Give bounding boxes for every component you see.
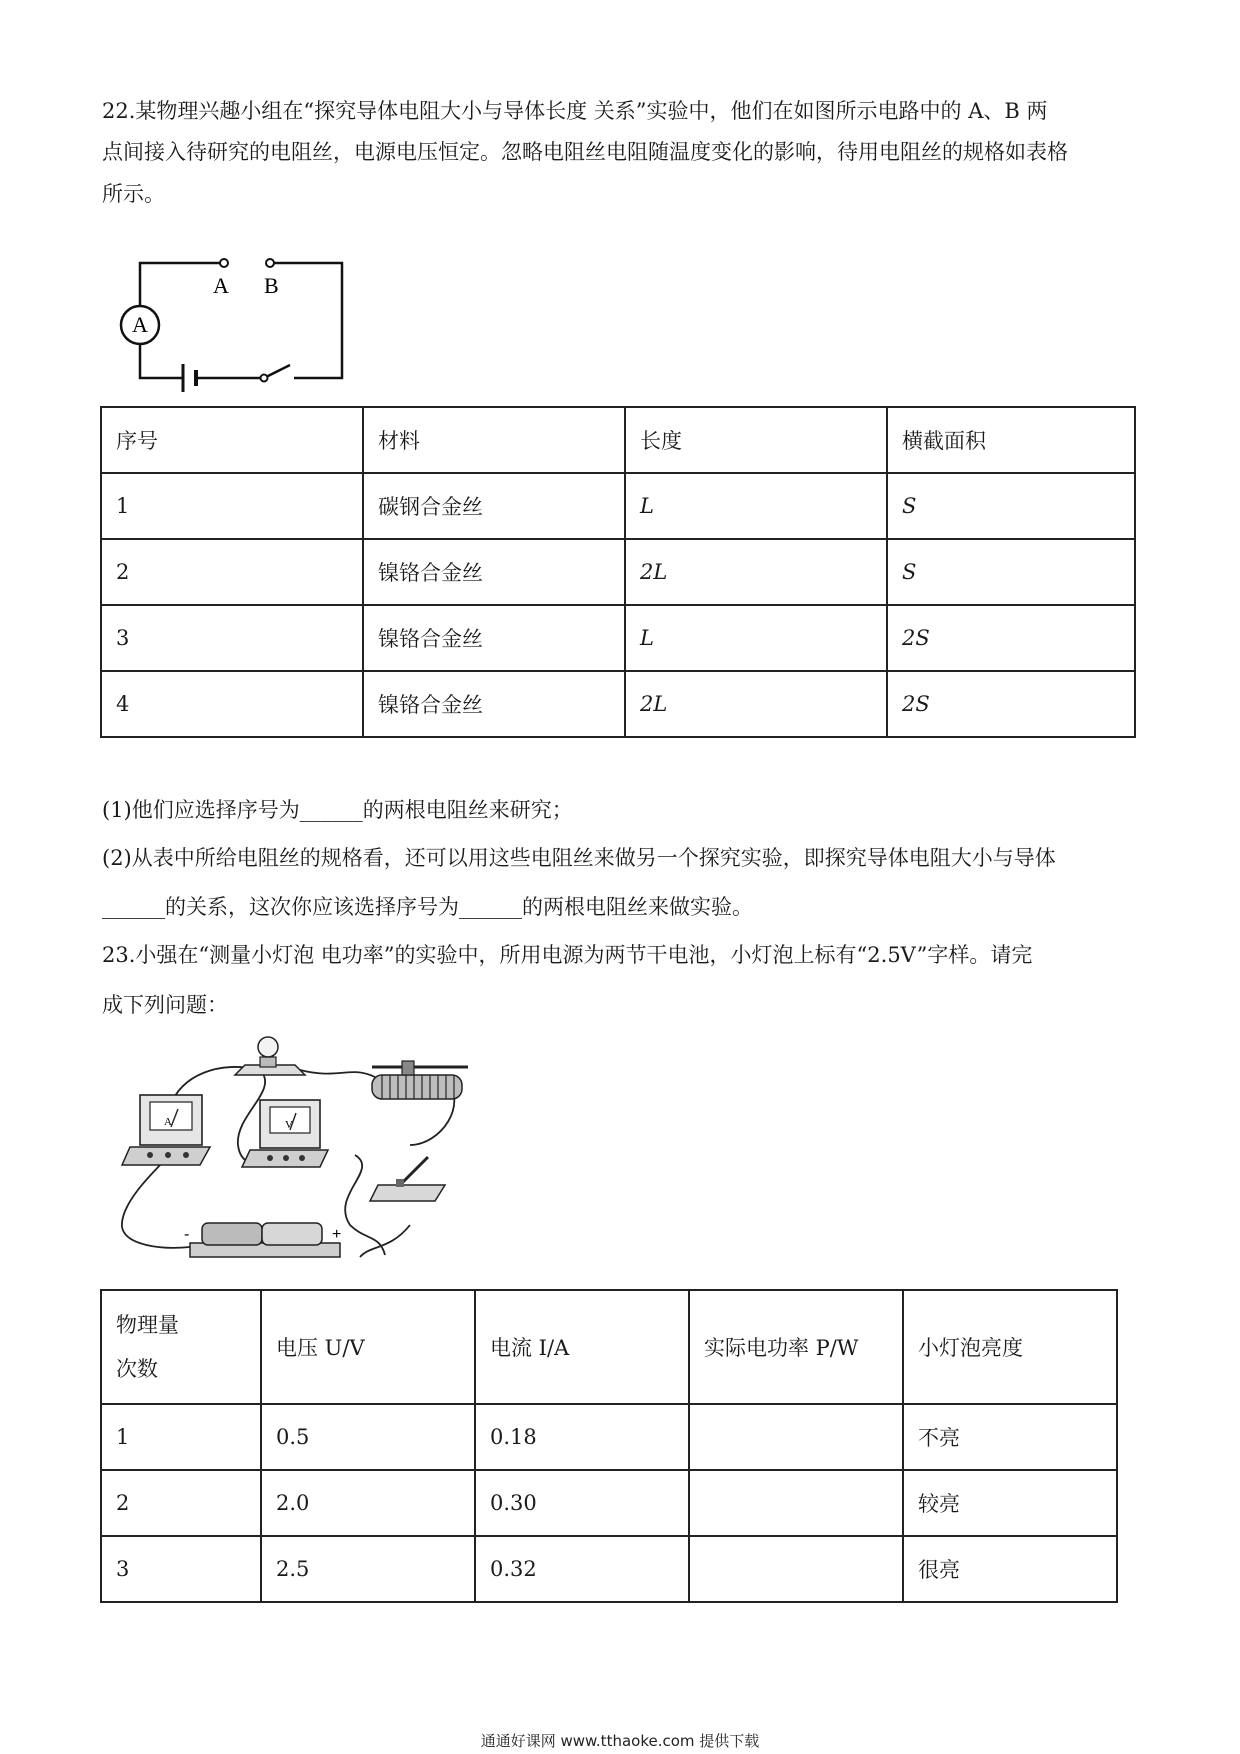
- cell-voltage: 2.0: [261, 1470, 475, 1536]
- cell-length: L: [625, 473, 887, 539]
- svg-text:+: +: [332, 1226, 342, 1243]
- q23-line-2: 成下列问题：: [102, 993, 228, 1017]
- table-header-row: [101, 1290, 1117, 1404]
- q22-line-2: 点间接入待研究的电阻丝，电源电压恒定。忽略电阻丝电阻随温度变化的影响，待用电阻丝的规格如表格: [102, 140, 1068, 164]
- ammeter-label: A: [132, 312, 148, 337]
- cell-index: 1: [101, 473, 363, 539]
- q22-sub-question-2-line-2: ______的关系，这次你应该选择序号为______的两根电阻丝来做实验。: [102, 895, 753, 919]
- circuit-diagram: [100, 240, 400, 400]
- cell-power: [689, 1404, 903, 1470]
- terminal-a: [220, 259, 228, 267]
- svg-text:V: V: [285, 1119, 293, 1131]
- cell-brightness: 很亮: [903, 1536, 1117, 1602]
- switch-icon: [370, 1157, 445, 1201]
- svg-text:A: A: [164, 1116, 172, 1128]
- header-cell: 电压 U/V: [261, 1290, 475, 1404]
- cell-current: 0.18: [475, 1404, 689, 1470]
- table-header-row: [101, 407, 1135, 473]
- table-row: [101, 1536, 1117, 1602]
- ammeter-icon: [122, 1095, 210, 1165]
- page-footer: 通通好课网 www.tthaoke.com 提供下载: [480, 1732, 760, 1750]
- cell-power: [689, 1470, 903, 1536]
- battery-holder-icon: [184, 1223, 341, 1257]
- q23-line-1: 23.小强在“测量小灯泡 电功率”的实验中，所用电源为两节干电池，小灯泡上标有“2.5V”字样。请完: [102, 943, 1033, 967]
- cell-voltage: 0.5: [261, 1404, 475, 1470]
- table-row: [101, 671, 1135, 737]
- cell-length: 2L: [625, 671, 887, 737]
- cell-brightness: 不亮: [903, 1404, 1117, 1470]
- cell-material: 镍铬合金丝: [363, 605, 625, 671]
- q22-line-1: 22.某物理兴趣小组在“探究导体电阻大小与导体长度 关系”实验中，他们在如图所示电路中的 A、B 两: [102, 99, 1048, 123]
- cell-area: 2S: [887, 605, 1135, 671]
- apparatus-illustration: [110, 1035, 540, 1275]
- table-row: [101, 539, 1135, 605]
- cell-index: 4: [101, 671, 363, 737]
- header-cell-diagonal: [101, 1290, 261, 1404]
- cell-material: 镍铬合金丝: [363, 671, 625, 737]
- cell-current: 0.30: [475, 1470, 689, 1536]
- cell-length: L: [625, 605, 887, 671]
- cell-brightness: 较亮: [903, 1470, 1117, 1536]
- header-cell: 电流 I/A: [475, 1290, 689, 1404]
- q22-line-3: 所示。: [102, 182, 165, 206]
- table-row: [101, 473, 1135, 539]
- terminal-a-label: A: [213, 273, 229, 298]
- cell-area: S: [887, 473, 1135, 539]
- cell-length: 2L: [625, 539, 887, 605]
- cell-index: 2: [101, 539, 363, 605]
- header-cell: 序号: [101, 407, 363, 473]
- table-row: [101, 605, 1135, 671]
- cell-trial: 2: [101, 1470, 261, 1536]
- header-cell: 长度: [625, 407, 887, 473]
- cell-voltage: 2.5: [261, 1536, 475, 1602]
- resistance-wire-table: [100, 406, 1136, 738]
- q22-sub-question-2-line-1: (2)从表中所给电阻丝的规格看，还可以用这些电阻丝来做另一个探究实验，即探究导体电阻大小与导体: [102, 846, 1056, 870]
- header-trial-label: 次数: [116, 1357, 158, 1381]
- switch-pivot: [261, 375, 268, 382]
- header-cell: 材料: [363, 407, 625, 473]
- terminal-b: [266, 259, 274, 267]
- cell-material: 碳钢合金丝: [363, 473, 625, 539]
- cell-trial: 1: [101, 1404, 261, 1470]
- cell-index: 3: [101, 605, 363, 671]
- table-row: [101, 1404, 1117, 1470]
- header-quantity-label: 物理量: [116, 1313, 179, 1337]
- measurement-table: [100, 1289, 1118, 1603]
- cell-current: 0.32: [475, 1536, 689, 1602]
- svg-text:-: -: [184, 1226, 190, 1243]
- cell-power: [689, 1536, 903, 1602]
- table-row: [101, 1470, 1117, 1536]
- q22-sub-question-1: (1)他们应选择序号为______的两根电阻丝来研究；: [102, 798, 573, 822]
- terminal-b-label: B: [264, 273, 279, 298]
- header-cell: 小灯泡亮度: [903, 1290, 1117, 1404]
- cell-material: 镍铬合金丝: [363, 539, 625, 605]
- header-cell: 实际电功率 P/W: [689, 1290, 903, 1404]
- header-cell: 横截面积: [887, 407, 1135, 473]
- cell-trial: 3: [101, 1536, 261, 1602]
- cell-area: S: [887, 539, 1135, 605]
- cell-area: 2S: [887, 671, 1135, 737]
- rheostat-icon: [372, 1061, 468, 1099]
- voltmeter-icon: [242, 1100, 328, 1167]
- bulb-icon: [235, 1037, 305, 1075]
